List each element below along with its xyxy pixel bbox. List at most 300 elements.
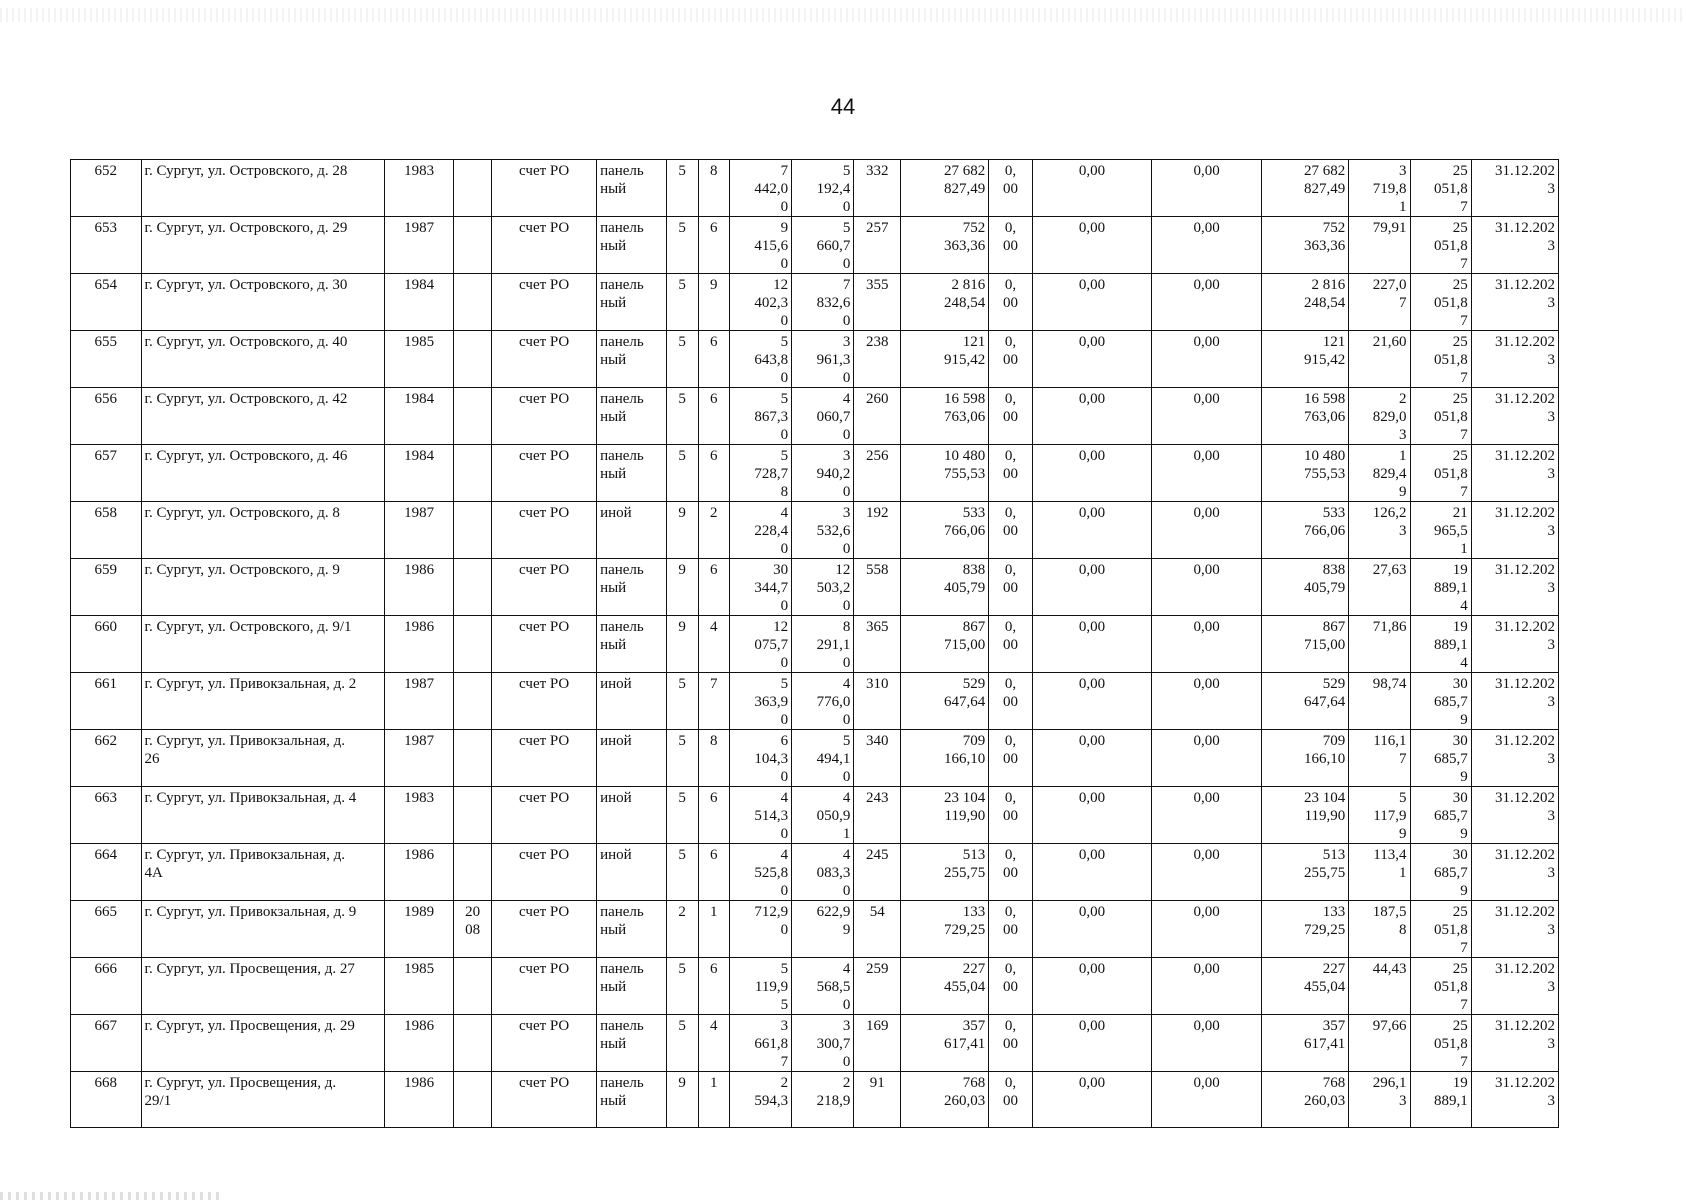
entrances-cell: 6 <box>698 958 729 1015</box>
residential-area-cell: 3 532,6 0 <box>792 502 854 559</box>
deadline-date-cell: 31.12.202 3 <box>1471 730 1558 787</box>
cost-local-cell: 0,00 <box>1152 673 1262 730</box>
cost-owners-cell: 867 715,00 <box>1262 616 1349 673</box>
deadline-date-cell: 31.12.202 3 <box>1471 217 1558 274</box>
total-area-cell: 30 344,7 0 <box>729 559 791 616</box>
residential-area-cell: 5 660,7 0 <box>792 217 854 274</box>
entrances-cell: 2 <box>698 502 729 559</box>
cost-limit-cell: 25 051,8 7 <box>1410 331 1471 388</box>
reconstruction-year-cell <box>453 844 491 901</box>
table-row <box>71 1015 1559 1072</box>
cost-owners-cell: 709 166,10 <box>1262 730 1349 787</box>
cost-local-cell: 0,00 <box>1152 160 1262 217</box>
residential-area-cell: 7 832,6 0 <box>792 274 854 331</box>
fund-account-cell: счет РО <box>492 160 597 217</box>
row-number-cell: 662 <box>71 730 142 787</box>
residential-area-cell: 622,9 9 <box>792 901 854 958</box>
build-year-cell: 1984 <box>385 274 453 331</box>
floors-cell: 5 <box>666 331 698 388</box>
wall-material-cell: панель ный <box>597 388 667 445</box>
cost-per-m2-cell: 126,2 3 <box>1349 502 1410 559</box>
cost-federal-cell: 0, 00 <box>989 844 1033 901</box>
cost-local-cell: 0,00 <box>1152 616 1262 673</box>
wall-material-cell: панель ный <box>597 1072 667 1128</box>
fund-account-cell: счет РО <box>492 844 597 901</box>
residential-area-cell: 8 291,1 0 <box>792 616 854 673</box>
deadline-date-cell: 31.12.202 3 <box>1471 901 1558 958</box>
floors-cell: 5 <box>666 160 698 217</box>
cost-regional-cell: 0,00 <box>1032 1015 1151 1072</box>
wall-material-cell: панель ный <box>597 616 667 673</box>
cost-regional-cell: 0,00 <box>1032 388 1151 445</box>
cost-owners-cell: 838 405,79 <box>1262 559 1349 616</box>
wall-material-cell: панель ный <box>597 958 667 1015</box>
cost-limit-cell: 25 051,8 7 <box>1410 274 1471 331</box>
total-area-cell: 5 119,9 5 <box>729 958 791 1015</box>
floors-cell: 5 <box>666 787 698 844</box>
address-cell: г. Сургут, ул. Привокзальная, д. 2 <box>141 673 385 730</box>
residents-cell: 257 <box>854 217 901 274</box>
floors-cell: 5 <box>666 274 698 331</box>
cost-limit-cell: 30 685,7 9 <box>1410 730 1471 787</box>
wall-material-cell: иной <box>597 787 667 844</box>
total-cost-cell: 10 480 755,53 <box>901 445 989 502</box>
residents-cell: 355 <box>854 274 901 331</box>
residential-area-cell: 4 060,7 0 <box>792 388 854 445</box>
cost-local-cell: 0,00 <box>1152 787 1262 844</box>
reconstruction-year-cell <box>453 1015 491 1072</box>
cost-federal-cell: 0, 00 <box>989 958 1033 1015</box>
cost-federal-cell: 0, 00 <box>989 445 1033 502</box>
residential-area-cell: 3 940,2 0 <box>792 445 854 502</box>
row-number-cell: 655 <box>71 331 142 388</box>
residents-cell: 256 <box>854 445 901 502</box>
cost-owners-cell: 357 617,41 <box>1262 1015 1349 1072</box>
reconstruction-year-cell <box>453 673 491 730</box>
build-year-cell: 1987 <box>385 217 453 274</box>
address-cell: г. Сургут, ул. Островского, д. 28 <box>141 160 385 217</box>
entrances-cell: 9 <box>698 274 729 331</box>
row-number-cell: 668 <box>71 1072 142 1128</box>
deadline-date-cell: 31.12.202 3 <box>1471 331 1558 388</box>
fund-account-cell: счет РО <box>492 388 597 445</box>
cost-limit-cell: 19 889,1 4 <box>1410 616 1471 673</box>
reconstruction-year-cell <box>453 388 491 445</box>
row-number-cell: 664 <box>71 844 142 901</box>
wall-material-cell: иной <box>597 502 667 559</box>
build-year-cell: 1987 <box>385 730 453 787</box>
cost-local-cell: 0,00 <box>1152 1072 1262 1128</box>
total-cost-cell: 768 260,03 <box>901 1072 989 1128</box>
fund-account-cell: счет РО <box>492 958 597 1015</box>
floors-cell: 5 <box>666 445 698 502</box>
fund-account-cell: счет РО <box>492 1015 597 1072</box>
residents-cell: 259 <box>854 958 901 1015</box>
cost-local-cell: 0,00 <box>1152 559 1262 616</box>
table-row <box>71 673 1559 730</box>
residential-area-cell: 3 300,7 0 <box>792 1015 854 1072</box>
row-number-cell: 652 <box>71 160 142 217</box>
reconstruction-year-cell <box>453 331 491 388</box>
cost-per-m2-cell: 5 117,9 9 <box>1349 787 1410 844</box>
build-year-cell: 1986 <box>385 1015 453 1072</box>
address-cell: г. Сургут, ул. Островского, д. 40 <box>141 331 385 388</box>
entrances-cell: 6 <box>698 388 729 445</box>
residential-area-cell: 4 568,5 0 <box>792 958 854 1015</box>
fund-account-cell: счет РО <box>492 673 597 730</box>
floors-cell: 9 <box>666 616 698 673</box>
fund-account-cell: счет РО <box>492 274 597 331</box>
wall-material-cell: панель ный <box>597 274 667 331</box>
deadline-date-cell: 31.12.202 3 <box>1471 559 1558 616</box>
cost-per-m2-cell: 79,91 <box>1349 217 1410 274</box>
table-row <box>71 901 1559 958</box>
total-cost-cell: 227 455,04 <box>901 958 989 1015</box>
total-area-cell: 5 728,7 8 <box>729 445 791 502</box>
cost-federal-cell: 0, 00 <box>989 388 1033 445</box>
table-row <box>71 958 1559 1015</box>
wall-material-cell: панель ный <box>597 1015 667 1072</box>
total-cost-cell: 2 816 248,54 <box>901 274 989 331</box>
entrances-cell: 1 <box>698 1072 729 1128</box>
floors-cell: 9 <box>666 559 698 616</box>
floors-cell: 5 <box>666 217 698 274</box>
entrances-cell: 4 <box>698 1015 729 1072</box>
address-cell: г. Сургут, ул. Островского, д. 46 <box>141 445 385 502</box>
cost-per-m2-cell: 116,1 7 <box>1349 730 1410 787</box>
entrances-cell: 6 <box>698 217 729 274</box>
build-year-cell: 1984 <box>385 445 453 502</box>
address-cell: г. Сургут, ул. Просвещения, д. 27 <box>141 958 385 1015</box>
total-area-cell: 712,9 0 <box>729 901 791 958</box>
total-cost-cell: 133 729,25 <box>901 901 989 958</box>
reconstruction-year-cell <box>453 160 491 217</box>
cost-limit-cell: 25 051,8 7 <box>1410 958 1471 1015</box>
residents-cell: 245 <box>854 844 901 901</box>
reconstruction-year-cell: 20 08 <box>453 901 491 958</box>
fund-account-cell: счет РО <box>492 331 597 388</box>
row-number-cell: 665 <box>71 901 142 958</box>
entrances-cell: 7 <box>698 673 729 730</box>
fund-account-cell: счет РО <box>492 787 597 844</box>
cost-limit-cell: 25 051,8 7 <box>1410 217 1471 274</box>
row-number-cell: 654 <box>71 274 142 331</box>
deadline-date-cell: 31.12.202 3 <box>1471 787 1558 844</box>
deadline-date-cell: 31.12.202 3 <box>1471 616 1558 673</box>
cost-regional-cell: 0,00 <box>1032 274 1151 331</box>
cost-owners-cell: 752 363,36 <box>1262 217 1349 274</box>
cost-federal-cell: 0, 00 <box>989 1015 1033 1072</box>
residents-cell: 169 <box>854 1015 901 1072</box>
cost-regional-cell: 0,00 <box>1032 787 1151 844</box>
cost-limit-cell: 25 051,8 7 <box>1410 445 1471 502</box>
floors-cell: 5 <box>666 730 698 787</box>
cost-owners-cell: 533 766,06 <box>1262 502 1349 559</box>
row-number-cell: 660 <box>71 616 142 673</box>
build-year-cell: 1987 <box>385 502 453 559</box>
floors-cell: 5 <box>666 673 698 730</box>
residents-cell: 332 <box>854 160 901 217</box>
deadline-date-cell: 31.12.202 3 <box>1471 844 1558 901</box>
fund-account-cell: счет РО <box>492 616 597 673</box>
reconstruction-year-cell <box>453 559 491 616</box>
total-area-cell: 5 363,9 0 <box>729 673 791 730</box>
residents-cell: 54 <box>854 901 901 958</box>
total-cost-cell: 16 598 763,06 <box>901 388 989 445</box>
cost-per-m2-cell: 44,43 <box>1349 958 1410 1015</box>
address-cell: г. Сургут, ул. Привокзальная, д. 4 <box>141 787 385 844</box>
cost-per-m2-cell: 2 829,0 3 <box>1349 388 1410 445</box>
entrances-cell: 8 <box>698 730 729 787</box>
entrances-cell: 8 <box>698 160 729 217</box>
residents-cell: 91 <box>854 1072 901 1128</box>
cost-per-m2-cell: 296,1 3 <box>1349 1072 1410 1128</box>
address-cell: г. Сургут, ул. Островского, д. 42 <box>141 388 385 445</box>
row-number-cell: 658 <box>71 502 142 559</box>
cost-per-m2-cell: 97,66 <box>1349 1015 1410 1072</box>
address-cell: г. Сургут, ул. Просвещения, д. 29 <box>141 1015 385 1072</box>
residential-area-cell: 2 218,9 <box>792 1072 854 1128</box>
build-year-cell: 1986 <box>385 844 453 901</box>
deadline-date-cell: 31.12.202 3 <box>1471 445 1558 502</box>
cost-federal-cell: 0, 00 <box>989 274 1033 331</box>
floors-cell: 5 <box>666 958 698 1015</box>
cost-regional-cell: 0,00 <box>1032 730 1151 787</box>
row-number-cell: 667 <box>71 1015 142 1072</box>
total-area-cell: 4 228,4 0 <box>729 502 791 559</box>
cost-federal-cell: 0, 00 <box>989 160 1033 217</box>
cost-limit-cell: 25 051,8 7 <box>1410 901 1471 958</box>
cost-limit-cell: 30 685,7 9 <box>1410 787 1471 844</box>
cost-limit-cell: 21 965,5 1 <box>1410 502 1471 559</box>
total-area-cell: 12 402,3 0 <box>729 274 791 331</box>
cost-local-cell: 0,00 <box>1152 901 1262 958</box>
wall-material-cell: панель ный <box>597 331 667 388</box>
total-cost-cell: 709 166,10 <box>901 730 989 787</box>
residential-area-cell: 5 192,4 0 <box>792 160 854 217</box>
residents-cell: 243 <box>854 787 901 844</box>
cost-regional-cell: 0,00 <box>1032 445 1151 502</box>
table-row <box>71 730 1559 787</box>
build-year-cell: 1984 <box>385 388 453 445</box>
cost-owners-cell: 23 104 119,90 <box>1262 787 1349 844</box>
address-cell: г. Сургут, ул. Просвещения, д. 29/1 <box>141 1072 385 1128</box>
build-year-cell: 1986 <box>385 1072 453 1128</box>
deadline-date-cell: 31.12.202 3 <box>1471 1072 1558 1128</box>
table-row <box>71 445 1559 502</box>
total-cost-cell: 23 104 119,90 <box>901 787 989 844</box>
row-number-cell: 656 <box>71 388 142 445</box>
cost-local-cell: 0,00 <box>1152 844 1262 901</box>
entrances-cell: 4 <box>698 616 729 673</box>
table-row <box>71 559 1559 616</box>
cost-federal-cell: 0, 00 <box>989 787 1033 844</box>
cost-regional-cell: 0,00 <box>1032 559 1151 616</box>
table-row <box>71 217 1559 274</box>
row-number-cell: 659 <box>71 559 142 616</box>
row-number-cell: 657 <box>71 445 142 502</box>
reconstruction-year-cell <box>453 616 491 673</box>
total-area-cell: 4 525,8 0 <box>729 844 791 901</box>
total-cost-cell: 513 255,75 <box>901 844 989 901</box>
residents-cell: 365 <box>854 616 901 673</box>
cost-owners-cell: 2 816 248,54 <box>1262 274 1349 331</box>
total-area-cell: 2 594,3 <box>729 1072 791 1128</box>
table-row <box>71 1072 1559 1128</box>
total-cost-cell: 529 647,64 <box>901 673 989 730</box>
cost-local-cell: 0,00 <box>1152 388 1262 445</box>
row-number-cell: 666 <box>71 958 142 1015</box>
total-area-cell: 6 104,3 0 <box>729 730 791 787</box>
wall-material-cell: панель ный <box>597 160 667 217</box>
entrances-cell: 6 <box>698 787 729 844</box>
cost-owners-cell: 768 260,03 <box>1262 1072 1349 1128</box>
cost-federal-cell: 0, 00 <box>989 1072 1033 1128</box>
cost-per-m2-cell: 1 829,4 9 <box>1349 445 1410 502</box>
total-cost-cell: 357 617,41 <box>901 1015 989 1072</box>
deadline-date-cell: 31.12.202 3 <box>1471 673 1558 730</box>
fund-account-cell: счет РО <box>492 559 597 616</box>
cost-local-cell: 0,00 <box>1152 217 1262 274</box>
floors-cell: 9 <box>666 502 698 559</box>
deadline-date-cell: 31.12.202 3 <box>1471 502 1558 559</box>
residential-area-cell: 12 503,2 0 <box>792 559 854 616</box>
cost-limit-cell: 19 889,1 <box>1410 1072 1471 1128</box>
build-year-cell: 1985 <box>385 331 453 388</box>
table-row <box>71 787 1559 844</box>
reconstruction-year-cell <box>453 787 491 844</box>
cost-federal-cell: 0, 00 <box>989 616 1033 673</box>
cost-federal-cell: 0, 00 <box>989 730 1033 787</box>
table-row <box>71 274 1559 331</box>
cost-federal-cell: 0, 00 <box>989 559 1033 616</box>
fund-account-cell: счет РО <box>492 502 597 559</box>
residents-cell: 192 <box>854 502 901 559</box>
deadline-date-cell: 31.12.202 3 <box>1471 958 1558 1015</box>
wall-material-cell: иной <box>597 844 667 901</box>
cost-limit-cell: 30 685,7 9 <box>1410 844 1471 901</box>
deadline-date-cell: 31.12.202 3 <box>1471 274 1558 331</box>
address-cell: г. Сургут, ул. Привокзальная, д. 26 <box>141 730 385 787</box>
total-area-cell: 3 661,8 7 <box>729 1015 791 1072</box>
cost-local-cell: 0,00 <box>1152 730 1262 787</box>
address-cell: г. Сургут, ул. Островского, д. 29 <box>141 217 385 274</box>
row-number-cell: 653 <box>71 217 142 274</box>
cost-per-m2-cell: 187,5 8 <box>1349 901 1410 958</box>
table-row <box>71 616 1559 673</box>
build-year-cell: 1987 <box>385 673 453 730</box>
address-cell: г. Сургут, ул. Привокзальная, д. 4А <box>141 844 385 901</box>
residential-area-cell: 4 083,3 0 <box>792 844 854 901</box>
cost-regional-cell: 0,00 <box>1032 673 1151 730</box>
floors-cell: 5 <box>666 1015 698 1072</box>
page-number: 44 <box>830 94 856 119</box>
residents-cell: 340 <box>854 730 901 787</box>
build-year-cell: 1986 <box>385 616 453 673</box>
fund-account-cell: счет РО <box>492 1072 597 1128</box>
residents-cell: 238 <box>854 331 901 388</box>
wall-material-cell: панель ный <box>597 559 667 616</box>
table-row <box>71 160 1559 217</box>
cost-regional-cell: 0,00 <box>1032 901 1151 958</box>
cost-regional-cell: 0,00 <box>1032 616 1151 673</box>
total-cost-cell: 838 405,79 <box>901 559 989 616</box>
cost-regional-cell: 0,00 <box>1032 502 1151 559</box>
table-row <box>71 502 1559 559</box>
cost-regional-cell: 0,00 <box>1032 958 1151 1015</box>
address-cell: г. Сургут, ул. Привокзальная, д. 9 <box>141 901 385 958</box>
cost-local-cell: 0,00 <box>1152 958 1262 1015</box>
cost-limit-cell: 25 051,8 7 <box>1410 160 1471 217</box>
wall-material-cell: панель ный <box>597 901 667 958</box>
address-cell: г. Сургут, ул. Островского, д. 30 <box>141 274 385 331</box>
entrances-cell: 6 <box>698 559 729 616</box>
table-row <box>71 331 1559 388</box>
reconstruction-year-cell <box>453 217 491 274</box>
cost-limit-cell: 19 889,1 4 <box>1410 559 1471 616</box>
residential-area-cell: 4 776,0 0 <box>792 673 854 730</box>
cost-per-m2-cell: 21,60 <box>1349 331 1410 388</box>
entrances-cell: 6 <box>698 844 729 901</box>
cost-local-cell: 0,00 <box>1152 274 1262 331</box>
address-cell: г. Сургут, ул. Островского, д. 9/1 <box>141 616 385 673</box>
deadline-date-cell: 31.12.202 3 <box>1471 388 1558 445</box>
wall-material-cell: иной <box>597 673 667 730</box>
reconstruction-year-cell <box>453 958 491 1015</box>
fund-account-cell: счет РО <box>492 217 597 274</box>
residential-area-cell: 3 961,3 0 <box>792 331 854 388</box>
cost-per-m2-cell: 113,4 1 <box>1349 844 1410 901</box>
cost-owners-cell: 133 729,25 <box>1262 901 1349 958</box>
cost-per-m2-cell: 98,74 <box>1349 673 1410 730</box>
entrances-cell: 6 <box>698 445 729 502</box>
address-cell: г. Сургут, ул. Островского, д. 8 <box>141 502 385 559</box>
cost-local-cell: 0,00 <box>1152 1015 1262 1072</box>
wall-material-cell: панель ный <box>597 445 667 502</box>
total-area-cell: 5 867,3 0 <box>729 388 791 445</box>
residential-area-cell: 4 050,9 1 <box>792 787 854 844</box>
cost-per-m2-cell: 27,63 <box>1349 559 1410 616</box>
scan-edge-bottom <box>0 1192 220 1200</box>
reconstruction-year-cell <box>453 1072 491 1128</box>
cost-regional-cell: 0,00 <box>1032 160 1151 217</box>
deadline-date-cell: 31.12.202 3 <box>1471 160 1558 217</box>
build-year-cell: 1986 <box>385 559 453 616</box>
build-year-cell: 1985 <box>385 958 453 1015</box>
cost-owners-cell: 121 915,42 <box>1262 331 1349 388</box>
cost-owners-cell: 10 480 755,53 <box>1262 445 1349 502</box>
total-area-cell: 7 442,0 0 <box>729 160 791 217</box>
cost-regional-cell: 0,00 <box>1032 217 1151 274</box>
cost-regional-cell: 0,00 <box>1032 844 1151 901</box>
row-number-cell: 663 <box>71 787 142 844</box>
cost-limit-cell: 30 685,7 9 <box>1410 673 1471 730</box>
total-area-cell: 5 643,8 0 <box>729 331 791 388</box>
scan-edge-top <box>0 8 1686 22</box>
reconstruction-year-cell <box>453 445 491 502</box>
floors-cell: 5 <box>666 388 698 445</box>
residents-cell: 310 <box>854 673 901 730</box>
cost-owners-cell: 513 255,75 <box>1262 844 1349 901</box>
residential-area-cell: 5 494,1 0 <box>792 730 854 787</box>
residents-cell: 558 <box>854 559 901 616</box>
cost-regional-cell: 0,00 <box>1032 1072 1151 1128</box>
fund-account-cell: счет РО <box>492 901 597 958</box>
cost-limit-cell: 25 051,8 7 <box>1410 1015 1471 1072</box>
reconstruction-year-cell <box>453 730 491 787</box>
fund-account-cell: счет РО <box>492 445 597 502</box>
cost-owners-cell: 16 598 763,06 <box>1262 388 1349 445</box>
